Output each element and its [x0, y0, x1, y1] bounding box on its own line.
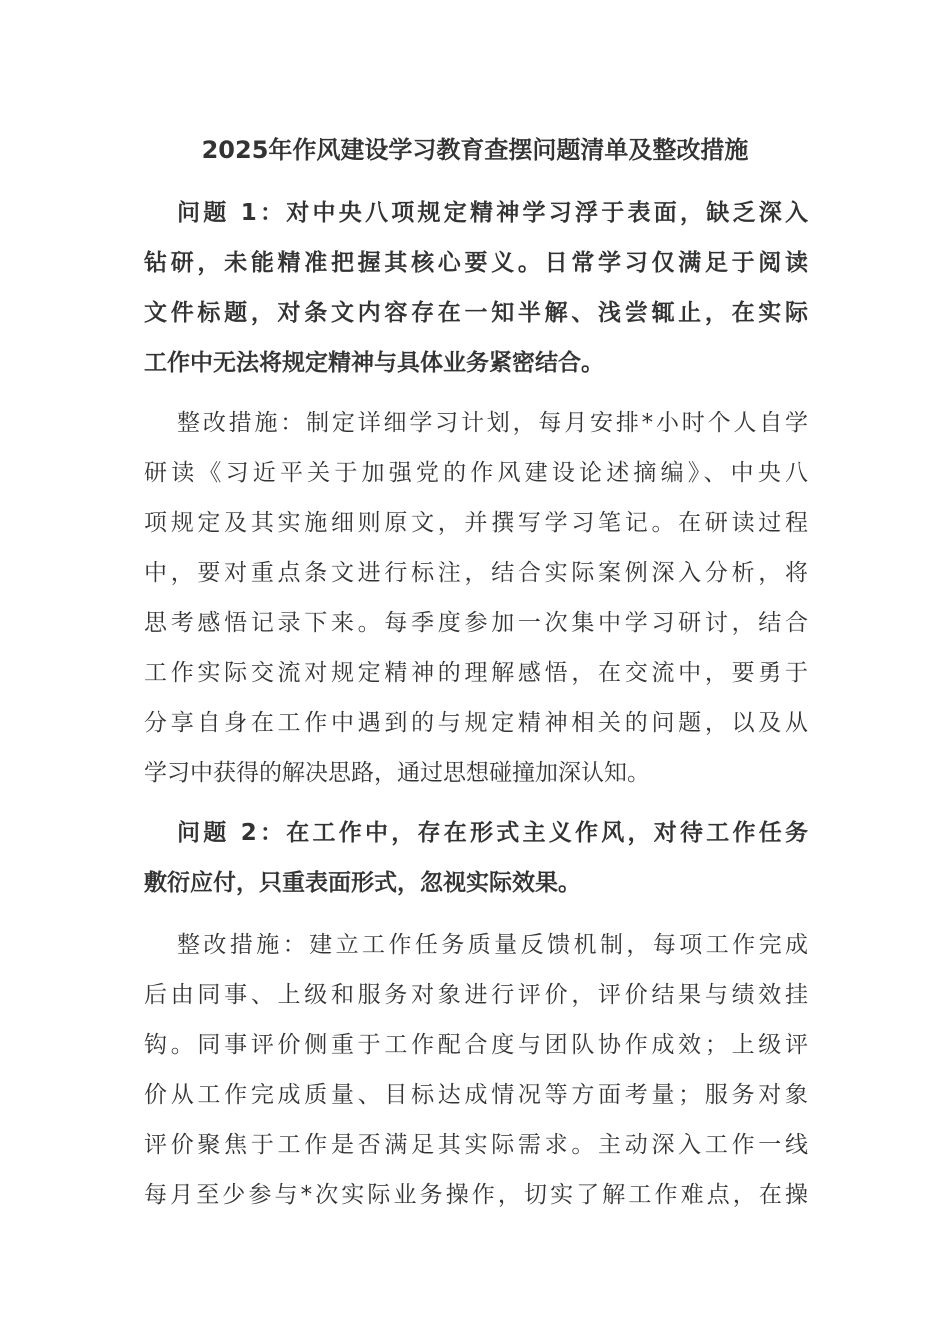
issue-2-line: 问题 2：在工作中，存在形式主义作风，对待工作任务: [177, 820, 808, 846]
measure-1-line: 思考感悟记录下来。每季度参加一次集中学习研讨，结合: [144, 610, 808, 636]
issue-1-paragraph: [144, 188, 808, 388]
measure-2-line: 价从工作完成质量、目标达成情况等方面考量；服务对象: [144, 1082, 808, 1108]
measure-1-line: 研读《习近平关于加强党的作风建设论述摘编》、中央八: [144, 460, 808, 486]
measure-1-line: 整改措施：制定详细学习计划，每月安排*小时个人自学: [177, 410, 808, 436]
measure-2-line: 后由同事、上级和服务对象进行评价，评价结果与绩效挂: [144, 982, 808, 1008]
measure-1-line: 学习中获得的解决思路，通过思想碰撞加深认知。: [144, 760, 650, 786]
issue-2-line: 敷衍应付，只重表面形式，忽视实际效果。: [144, 870, 581, 896]
measure-1-paragraph: [144, 398, 808, 798]
issue-1-line: 工作中无法将规定精神与具体业务紧密结合。: [144, 350, 604, 376]
measure-1-line: 项规定及其实施细则原文，并撰写学习笔记。在研读过程: [144, 510, 808, 536]
measure-1-line: 分享自身在工作中遇到的与规定精神相关的问题，以及从: [144, 710, 808, 736]
measure-2-line: 整改措施：建立工作任务质量反馈机制，每项工作完成: [177, 932, 808, 958]
measure-2-line: 评价聚焦于工作是否满足其实际需求。主动深入工作一线: [144, 1132, 808, 1158]
issue-1-line: 钻研，未能精准把握其核心要义。日常学习仅满足于阅读: [144, 250, 808, 276]
document-title: 2025年作风建设学习教育查摆问题清单及整改措施: [201, 136, 749, 164]
measure-1-line: 中，要对重点条文进行标注，结合实际案例深入分析，将: [144, 560, 808, 586]
issue-1-line: 文件标题，对条文内容存在一知半解、浅尝辄止，在实际: [144, 300, 808, 326]
issue-1-line: 问题 1：对中央八项规定精神学习浮于表面，缺乏深入: [177, 200, 808, 226]
measure-2-line: 钩。同事评价侧重于工作配合度与团队协作成效；上级评: [144, 1032, 808, 1058]
measure-1-line: 工作实际交流对规定精神的理解感悟，在交流中，要勇于: [144, 660, 808, 686]
issue-2-paragraph: [144, 808, 808, 908]
measure-2-paragraph: [144, 920, 808, 1220]
measure-2-line: 每月至少参与*次实际业务操作，切实了解工作难点，在操: [144, 1182, 808, 1208]
